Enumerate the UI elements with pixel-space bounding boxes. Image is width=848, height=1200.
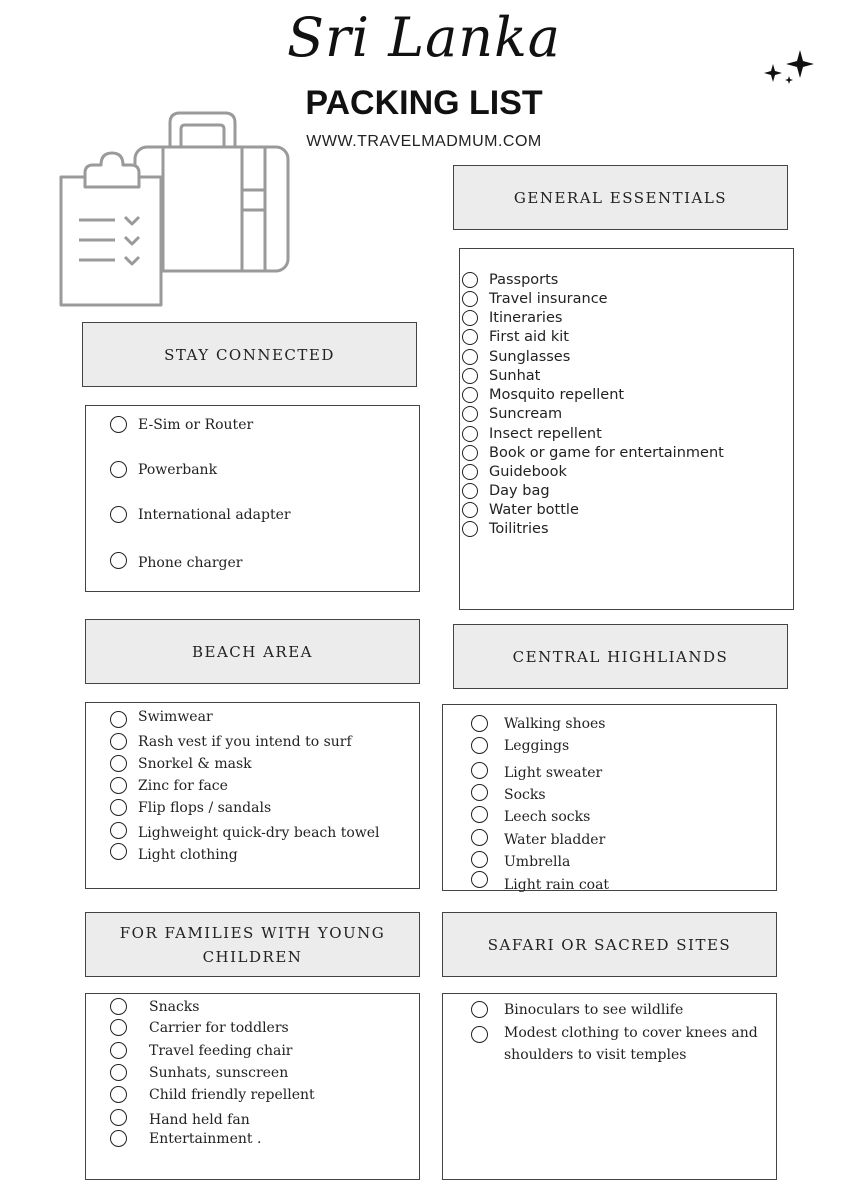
checklist-item[interactable] xyxy=(110,733,352,750)
item-label: Light sweater xyxy=(504,765,603,781)
page-title: Sri Lanka xyxy=(287,6,561,69)
sparkle-icon xyxy=(760,46,816,88)
checklist-item[interactable] xyxy=(471,759,602,781)
checkbox-circle-icon[interactable] xyxy=(462,464,478,480)
item-label: Water bottle xyxy=(489,502,579,518)
item-label: Walking shoes xyxy=(504,715,606,732)
checklist-item[interactable] xyxy=(110,819,380,841)
item-label: Leech socks xyxy=(504,809,591,825)
checkbox-circle-icon[interactable] xyxy=(110,843,127,860)
checkbox-circle-icon[interactable] xyxy=(110,998,127,1015)
checklist-item-multiline xyxy=(504,1022,758,1066)
item-label: Flip flops / sandals xyxy=(138,799,272,816)
checkbox-circle-icon[interactable] xyxy=(471,829,488,846)
checkbox-circle-icon[interactable] xyxy=(462,272,478,288)
checkbox-circle-icon[interactable] xyxy=(471,871,488,888)
item-label: Book or game for entertainment xyxy=(489,445,724,461)
item-label: Insect repellent xyxy=(489,426,602,442)
item-label: Zinc for face xyxy=(138,777,228,794)
item-label: Rash vest if you intend to surf xyxy=(138,733,352,750)
section-header-safari xyxy=(442,912,777,977)
checkbox-circle-icon[interactable] xyxy=(110,552,127,569)
item-label: Swimwear xyxy=(138,708,213,725)
checklist-item[interactable] xyxy=(110,1064,288,1081)
item-label: Passports xyxy=(489,272,559,288)
item-label: Binoculars to see wildlife xyxy=(504,1001,684,1018)
checklist-item[interactable] xyxy=(471,826,605,848)
checklist-item[interactable] xyxy=(462,483,550,499)
checkbox-circle-icon[interactable] xyxy=(110,1109,127,1126)
checkbox-circle-icon[interactable] xyxy=(110,506,127,523)
section-box-central-highlands xyxy=(442,704,777,891)
checkbox-circle-icon[interactable] xyxy=(471,715,488,732)
checklist-item[interactable] xyxy=(110,839,238,863)
checklist-item[interactable] xyxy=(110,708,213,728)
checklist-item[interactable] xyxy=(462,445,724,461)
checkbox-circle-icon[interactable] xyxy=(462,368,478,384)
checklist-item[interactable] xyxy=(462,349,570,365)
checkbox-circle-icon[interactable] xyxy=(471,762,488,779)
checkbox-circle-icon[interactable] xyxy=(462,502,478,518)
item-label: Itineraries xyxy=(489,310,563,326)
checklist-item[interactable] xyxy=(462,426,602,442)
item-label: Lighweight quick-dry beach towel xyxy=(138,825,380,841)
section-title: GENERAL ESSENTIALS xyxy=(513,188,728,207)
item-label: Phone charger xyxy=(138,555,243,571)
section-title: BEACH AREA xyxy=(191,642,314,661)
checkbox-circle-icon[interactable] xyxy=(110,799,127,816)
item-label: Entertainment . xyxy=(149,1130,262,1147)
item-label: Leggings xyxy=(504,737,570,754)
checklist-item[interactable] xyxy=(110,549,242,571)
section-title: SAFARI OR SACRED SITES xyxy=(487,935,732,954)
checklist-item[interactable] xyxy=(471,803,590,825)
checkbox-circle-icon[interactable] xyxy=(462,349,478,365)
checkbox-circle-icon[interactable] xyxy=(462,521,478,537)
item-label: Carrier for toddlers xyxy=(149,1019,289,1036)
checkbox-circle-icon[interactable] xyxy=(110,416,127,433)
section-header-general-essentials xyxy=(453,165,788,230)
item-label: Suncream xyxy=(489,406,563,422)
checklist-item[interactable] xyxy=(471,715,606,732)
section-header-families xyxy=(85,912,420,977)
section-box-safari xyxy=(442,993,777,1180)
checkbox-circle-icon[interactable] xyxy=(110,1019,127,1036)
item-label: Hand held fan xyxy=(149,1112,250,1128)
checkbox-circle-icon[interactable] xyxy=(462,310,478,326)
checklist-item[interactable] xyxy=(110,506,291,523)
checkbox-circle-icon[interactable] xyxy=(462,483,478,499)
checklist-item[interactable] xyxy=(471,865,609,893)
checklist-item[interactable] xyxy=(471,737,569,754)
item-label: Travel feeding chair xyxy=(149,1042,293,1059)
checkbox-circle-icon[interactable] xyxy=(462,426,478,442)
checkbox-circle-icon[interactable] xyxy=(110,461,127,478)
item-label: Powerbank xyxy=(138,461,218,478)
item-label: Sunglasses xyxy=(489,349,571,365)
item-label: First aid kit xyxy=(489,329,569,345)
checkbox-circle-icon[interactable] xyxy=(471,737,488,754)
checklist-item[interactable] xyxy=(462,310,562,326)
checkbox-circle-icon[interactable] xyxy=(462,291,478,307)
checklist-item[interactable] xyxy=(110,1042,293,1059)
suitcase-clipboard-icon xyxy=(55,105,300,315)
checklist-item[interactable] xyxy=(462,406,562,422)
item-label: International adapter xyxy=(138,506,291,523)
checkbox-circle-icon[interactable] xyxy=(471,784,488,801)
checklist-item[interactable] xyxy=(110,1019,289,1036)
checklist-item[interactable] xyxy=(462,291,608,307)
section-box-stay-connected xyxy=(85,405,420,592)
item-label: Light clothing xyxy=(138,847,238,863)
checklist-item[interactable] xyxy=(462,502,579,518)
checklist-item[interactable] xyxy=(110,777,228,794)
section-title: CENTRAL HIGHLIANDS xyxy=(512,647,729,666)
checklist-item[interactable] xyxy=(110,799,271,816)
item-label: Light rain coat xyxy=(504,877,610,893)
checklist-item[interactable] xyxy=(462,368,540,384)
checkbox-circle-icon[interactable] xyxy=(110,777,127,794)
section-header-central-highlands xyxy=(453,624,788,689)
item-label: Sunhats, sunscreen xyxy=(149,1064,289,1081)
website-url: WWW.TRAVELMADMUM.COM xyxy=(306,133,542,150)
item-label: Day bag xyxy=(489,483,550,499)
checklist-item[interactable] xyxy=(110,1130,261,1147)
item-label: Socks xyxy=(504,787,546,803)
item-label: Sunhat xyxy=(489,368,541,384)
checklist-item[interactable] xyxy=(462,272,558,288)
item-label: Snacks xyxy=(149,998,200,1015)
checkbox-circle-icon[interactable] xyxy=(110,1042,127,1059)
checklist-item[interactable] xyxy=(110,1086,315,1103)
item-label: E-Sim or Router xyxy=(138,416,254,433)
checklist-item[interactable] xyxy=(471,1001,683,1018)
page-subtitle: PACKING LIST xyxy=(305,84,543,122)
checklist-item[interactable] xyxy=(110,998,199,1015)
item-label: Toilitries xyxy=(489,521,549,537)
item-label: Child friendly repellent xyxy=(149,1086,315,1103)
checklist-item[interactable] xyxy=(462,387,624,403)
checklist-item[interactable] xyxy=(462,329,569,345)
checkbox-circle-icon[interactable] xyxy=(110,1086,127,1103)
checkbox-circle-icon[interactable] xyxy=(471,806,488,823)
section-box-families xyxy=(85,993,420,1180)
checkbox-circle-icon[interactable] xyxy=(462,387,478,403)
item-label-line: Modest clothing to cover knees and xyxy=(504,1025,758,1041)
checklist-item[interactable] xyxy=(110,416,253,433)
item-label: Snorkel & mask xyxy=(138,755,252,772)
item-label: Travel insurance xyxy=(489,291,608,307)
checkbox-circle-icon[interactable] xyxy=(110,755,127,772)
item-label-line: shoulders to visit temples xyxy=(504,1047,687,1063)
checkbox-circle-icon[interactable] xyxy=(462,406,478,422)
section-box-beach-area xyxy=(85,702,420,889)
checklist-item[interactable] xyxy=(110,755,252,772)
checkbox-circle-icon[interactable] xyxy=(110,822,127,839)
checklist-item[interactable] xyxy=(462,521,549,537)
checklist-item[interactable] xyxy=(110,1106,250,1128)
item-label: Guidebook xyxy=(489,464,567,480)
checkbox-circle-icon[interactable] xyxy=(471,1001,488,1018)
checklist-item[interactable] xyxy=(462,464,567,480)
checkbox-circle-icon[interactable] xyxy=(110,1064,127,1081)
checkbox-circle-icon[interactable] xyxy=(462,329,478,345)
section-header-stay-connected xyxy=(82,322,417,387)
section-header-beach-area xyxy=(85,619,420,684)
section-title-line: FOR FAMILIES WITH YOUNG xyxy=(119,923,386,942)
checkbox-circle-icon[interactable] xyxy=(462,445,478,461)
item-label: Mosquito repellent xyxy=(489,387,625,403)
checkbox-circle-icon[interactable] xyxy=(110,1130,127,1147)
item-label: Water bladder xyxy=(504,832,606,848)
checklist-item[interactable] xyxy=(110,461,217,478)
section-title: STAY CONNECTED xyxy=(164,345,335,364)
item-label: Umbrella xyxy=(504,854,571,870)
checkbox-circle-icon[interactable] xyxy=(110,733,127,750)
section-box-general-essentials xyxy=(459,248,794,610)
checklist-item[interactable] xyxy=(471,781,546,803)
checkbox-circle-icon[interactable] xyxy=(110,711,127,728)
section-title-line: CHILDREN xyxy=(202,947,303,966)
checkbox-circle-icon[interactable] xyxy=(471,1026,488,1043)
